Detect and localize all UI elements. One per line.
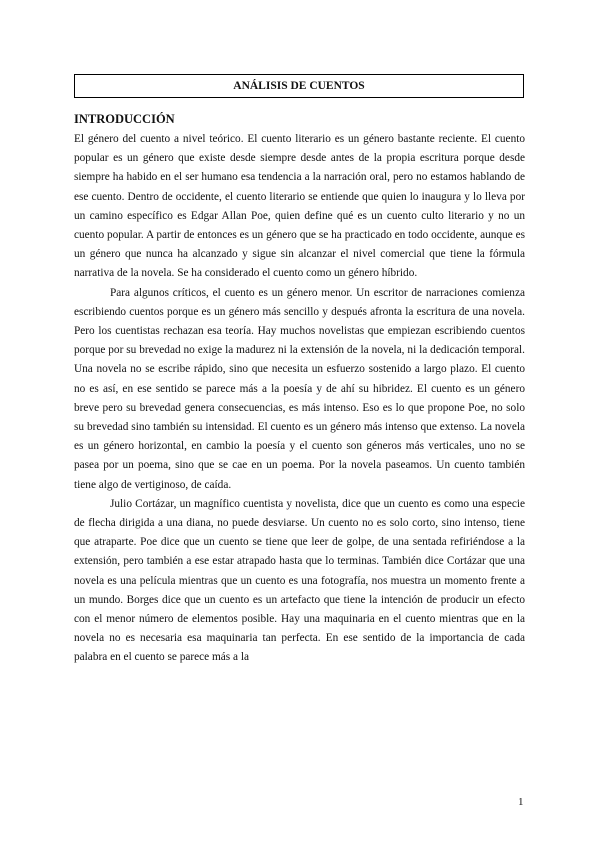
paragraph-2: Para algunos críticos, el cuento es un género menor. Un escritor de narraciones comienza escribiendo cuentos porque es un género más sencillo y después afronta la escritura de una novela. Pero los cuentistas rechazan esa teoría. Hay muchos novelistas que empiezan escribiendo cuentos porque por su brevedad no exige la madurez ni la extensión de la novela, ni la dedicación temporal. Una novela no se escribe rápido, sino que necesita un esfuerzo sostenido a largo plazo. El cuento no es así, en ese sentido se parece más a la poesía y de ahí su hibridez. El cuento es un género breve pero su brevedad genera consecuencias, es más intenso. Eso es lo que propone Poe, no solo su brevedad sino también su intensidad. El cuento es un género más intenso que extenso. La novela es un género horizontal, en cambio la poesía y el cuento son géneros más verticales, uno no se pasea por un poema, sino que se cae en un poema. Por la novela paseamos. Un cuento también tiene algo de vertiginoso, de caída. xyxy=(74,286,525,491)
document-title: ANÁLISIS DE CUENTOS xyxy=(74,74,524,98)
document-body xyxy=(74,130,525,668)
paragraph-1: El género del cuento a nivel teórico. El cuento literario es un género bastante reciente. El cuento popular es un género que existe desde siempre desde antes de la propia escritura porque desde siempre ha habido en el ser humano esa tendencia a la narración oral, pero no estamos hablando de ese cuento. Dentro de occidente, el cuento literario se entiende que quien lo inaugura y lo lleva por un camino específico es Edgar Allan Poe, quien define qué es un cuento culto literario y no un cuento popular. A partir de entonces es un género que se ha practicado en todo occidente, aunque es un género que nunca ha alcanzado y sigue sin alcanzar el nivel comercial que tiene la fórmula narrativa de la novela. Se ha considerado el cuento como un género híbrido. xyxy=(74,133,525,280)
section-heading: INTRODUCCIÓN xyxy=(74,112,175,126)
paragraph-3: Julio Cortázar, un magnífico cuentista y novelista, dice que un cuento es como una especie de flecha dirigida a una diana, no puede desviarse. Un cuento no es solo corto, sino intenso, tiene que atraparte. Poe dice que un cuento se tiene que leer de golpe, de una sentada refiriéndose a la extensión, pero también a ese estar atrapado hasta que lo terminas. También dice Cortázar que una novela es una película mientras que un cuento es una fotografía, nos muestra un momento frente a un mundo. Borges dice que un cuento es un artefacto que tiene la intención de producir un efecto con el menor número de elementos posible. Hay una maquinaria en el cuento mientras que en la novela no es necesaria esa maquinaria tan perfecta. En ese sentido de la importancia de cada palabra en el cuento se parece más a la xyxy=(74,497,525,664)
page-number: 1 xyxy=(518,796,524,808)
